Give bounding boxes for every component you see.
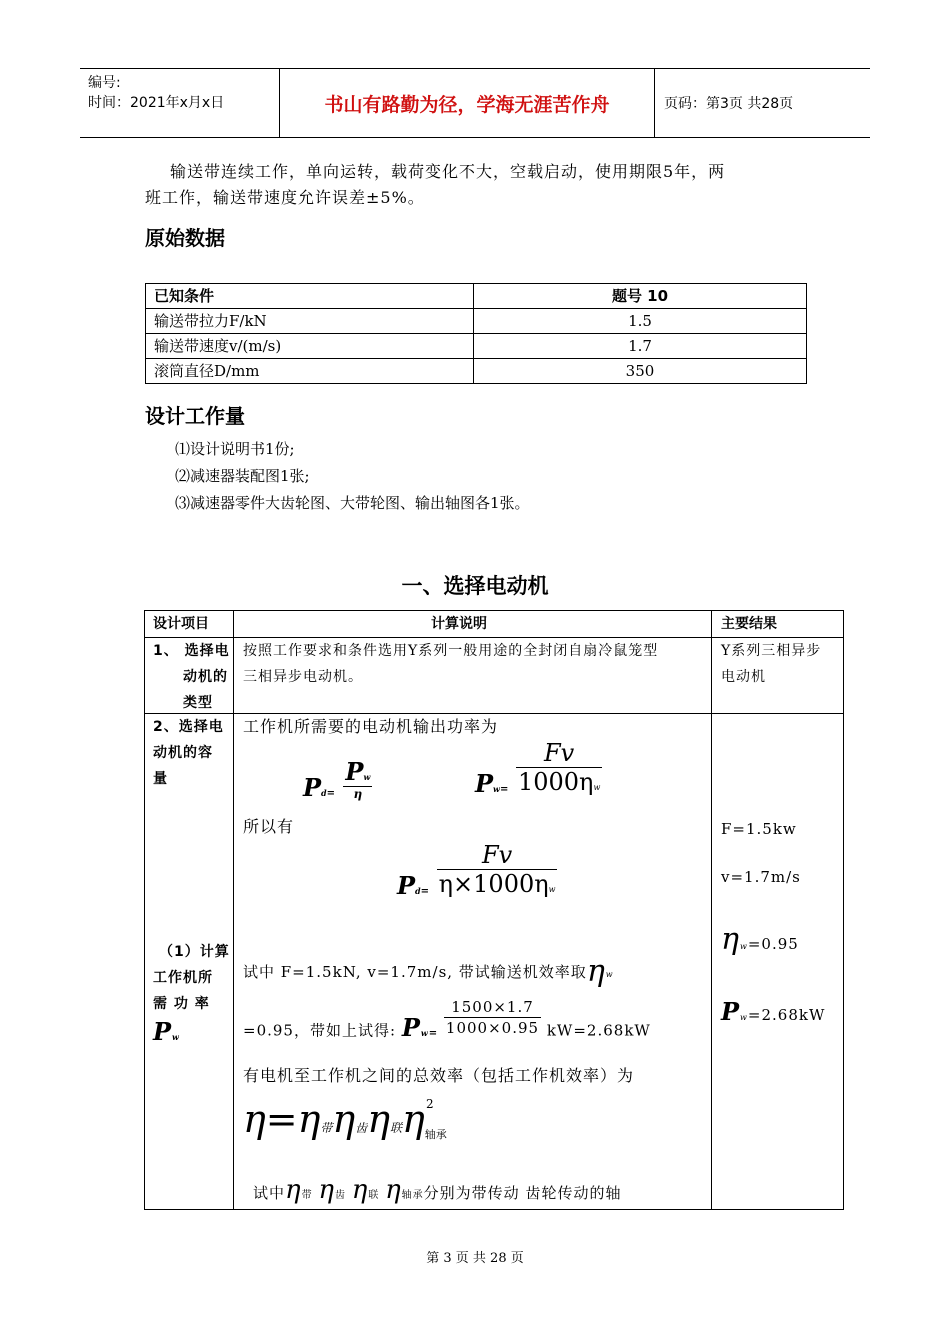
raw-data-table xyxy=(145,283,807,384)
subscript: 带 xyxy=(320,1121,333,1135)
table-row xyxy=(146,334,807,359)
item-line: 量 xyxy=(153,771,168,787)
formula-pd-full: Pd= $\frac{Fv}{\eta\times 1000\eta w}$ xyxy=(397,841,556,900)
subscript: 联 xyxy=(390,1121,403,1135)
where-params: 试中 F=1.5kN, v=1.7m/s, 带试输送机效率取 xyxy=(243,963,587,981)
list-item: ⑶减速器零件大齿轮图、大带轮图、输出轴图各1张。 xyxy=(175,494,530,512)
table-row xyxy=(146,309,807,334)
formula-numerator: 1500×1.7 xyxy=(444,997,541,1018)
section-title: 一、选择电动机 xyxy=(401,574,549,598)
item-line: 动机的容 xyxy=(153,745,213,761)
row-value: 1.7 xyxy=(474,334,807,359)
result-f: F=1.5kw xyxy=(721,820,797,838)
header-meta xyxy=(80,69,280,137)
so-text: 所以有 xyxy=(243,817,295,836)
subscript: d xyxy=(321,787,327,798)
subscript: 轴承 xyxy=(401,1190,424,1201)
result-line: 电动机 xyxy=(721,669,766,685)
result-line: Y系列三相异步 xyxy=(721,643,822,659)
subscript: w xyxy=(739,942,748,951)
formula-numerator: Fv xyxy=(516,739,602,768)
item-line: 1、 选择电 xyxy=(153,643,230,659)
row1-result xyxy=(721,638,821,690)
workload-list xyxy=(175,436,530,517)
item-line: （1）计算 xyxy=(159,944,230,960)
item-line: 需 功 率 xyxy=(153,996,210,1012)
header-motto: 书山有路勤为径，学海无涯苦作舟 xyxy=(280,69,655,137)
col-divider xyxy=(233,611,234,1209)
pw-calc: =0.95，带如上试得: Pw= $\frac{1500\times 1.7}{1000\times 0.95}$ kW=2.68kW xyxy=(243,998,651,1042)
formula-numerator: Fv xyxy=(437,841,558,870)
subscript: w xyxy=(548,885,556,894)
formula-pw: Pw= $\frac{Fv}{1000\eta w}$ xyxy=(475,739,601,798)
list-item: ⑴设计说明书1份; xyxy=(175,440,295,458)
total-eff-text: 有电机至工作机之间的总效率（包括工作机效率）为 xyxy=(243,1066,635,1085)
result-value: =0.95 xyxy=(747,935,799,953)
subscript: w xyxy=(740,1013,748,1022)
where2-suffix: 分别为带传动 齿轮传动的轴 xyxy=(423,1184,622,1202)
subscript: w xyxy=(493,784,500,794)
table-header-row xyxy=(146,284,807,309)
desc-line: 按照工作要求和条件选用Y系列一般用途的全封闭自扇冷鼠笼型 xyxy=(243,643,659,659)
list-item: ⑵减速器装配图1张; xyxy=(175,467,310,485)
item-line: 类型 xyxy=(183,695,213,711)
row-value: 1.5 xyxy=(474,309,807,334)
row1-desc xyxy=(243,638,658,690)
subscript: 齿 xyxy=(334,1190,346,1201)
problem-number-header: 题号 10 xyxy=(474,284,807,309)
pw-result: kW=2.68kW xyxy=(546,1021,651,1040)
doc-time-label: 时间：2021年x月x日 xyxy=(88,95,225,111)
formula-denominator: η×1000η xyxy=(438,870,549,898)
subscript: 轴承 xyxy=(424,1128,447,1141)
square-exponent: 2 xyxy=(426,1097,434,1111)
formula-pd: Pd= $\frac{Pw}{\eta}$ xyxy=(303,757,371,802)
row2-sub-item xyxy=(153,939,233,1052)
where2-text: 试中η带 η齿 η联 η轴承分别为带传动 齿轮传动的轴 xyxy=(253,1175,622,1205)
col-header-desc: 计算说明 xyxy=(431,616,487,632)
workload-heading: 设计工作量 xyxy=(145,404,245,428)
subscript: w xyxy=(593,783,601,792)
calc-table xyxy=(144,610,844,1210)
page-header xyxy=(80,68,870,138)
result-pw: Pw=2.68kW xyxy=(721,997,826,1026)
item-line: 动机的 xyxy=(183,669,228,685)
intro-line-2: 班工作，输送带速度允许误差±5%。 xyxy=(145,188,425,207)
eta-w-value: =0.95，带如上试得: xyxy=(243,1021,397,1040)
desc-intro: 工作机所需要的电动机输出功率为 xyxy=(243,717,499,736)
raw-data-heading: 原始数据 xyxy=(145,226,225,250)
where2-prefix: 试中 xyxy=(253,1184,286,1202)
table-row xyxy=(146,359,807,384)
item-line: 工作机所 xyxy=(153,970,213,986)
row-label: 滚筒直径D/mm xyxy=(146,359,474,384)
subscript: 带 xyxy=(301,1190,313,1201)
row1-item xyxy=(153,638,233,716)
subscript: 齿 xyxy=(355,1121,368,1135)
subscript: w xyxy=(363,772,371,782)
subscript: w xyxy=(172,1032,180,1042)
col-header-result: 主要结果 xyxy=(721,616,777,632)
formula-denominator: 1000η xyxy=(517,768,594,796)
row-label: 输送带拉力F/kN xyxy=(146,309,474,334)
subscript: w xyxy=(420,1027,429,1038)
result-v: v=1.7m/s xyxy=(721,868,801,886)
pw-symbol: Pw xyxy=(153,1017,180,1046)
desc-line: 三相异步电动机。 xyxy=(243,669,363,685)
row2-item xyxy=(153,714,233,792)
subscript: 联 xyxy=(368,1190,380,1201)
subscript: w xyxy=(605,970,614,979)
result-eta-w: ηw=0.95 xyxy=(721,922,799,957)
item-line: 2、选择电 xyxy=(153,719,224,735)
where-text: 试中 F=1.5kN, v=1.7m/s, 带试输送机效率取ηw xyxy=(243,954,614,989)
page-footer: 第 3 页 共 28 页 xyxy=(426,1251,524,1266)
doc-number-label: 编号: xyxy=(88,75,121,91)
header-page-info: 页码：第3页 共28页 xyxy=(664,96,794,112)
col-divider xyxy=(711,611,712,1209)
row-value: 350 xyxy=(474,359,807,384)
intro-line-1: 输送带连续工作，单向运转，载荷变化不大，空载启动，使用期限5年，两 xyxy=(170,162,726,181)
formula-denominator: 1000×0.95 xyxy=(445,1019,540,1037)
col-header-item: 设计项目 xyxy=(153,616,209,632)
row-label: 输送带速度v/(m/s) xyxy=(146,334,474,359)
known-conditions-header: 已知条件 xyxy=(146,284,474,309)
result-value: =2.68kW xyxy=(747,1006,826,1024)
formula-total-eff: η=η带η齿η联η轴承 xyxy=(243,1097,447,1141)
subscript: d xyxy=(415,886,421,896)
